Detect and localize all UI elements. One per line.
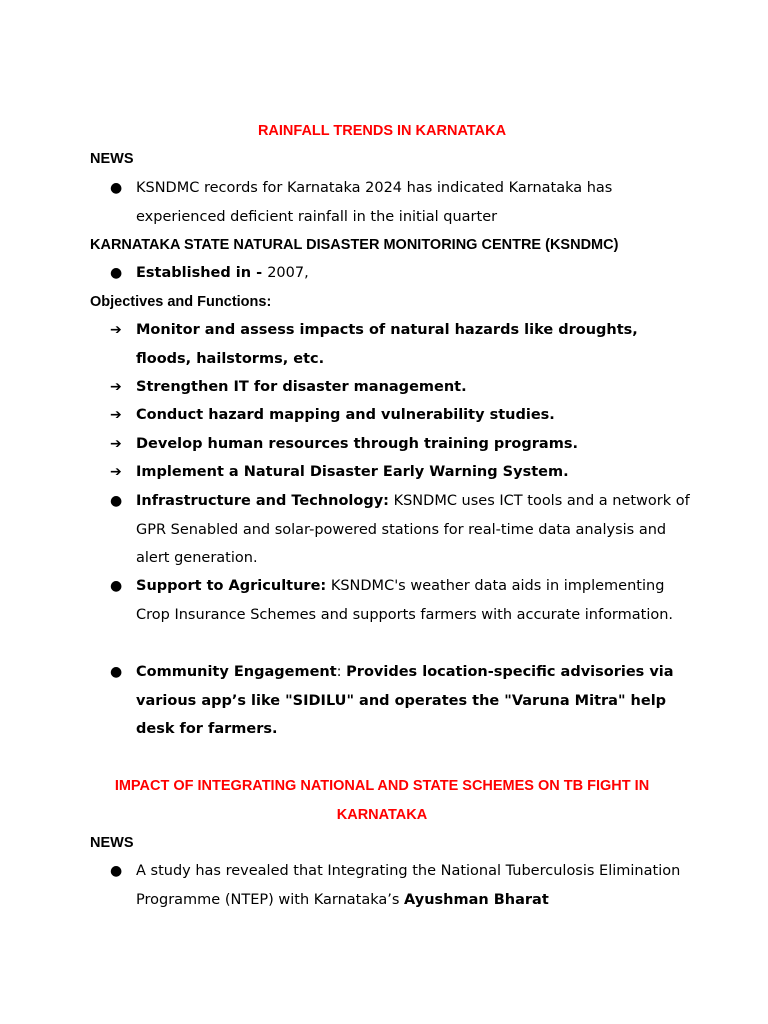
- list-item-text: KSNDMC records for Karnataka 2024 has indicated Karnataka has experienced deficient rainfall in the initial quarter: [136, 180, 613, 225]
- objective-item: [110, 316, 690, 373]
- news-heading: NEWS: [90, 835, 134, 851]
- arrow-right-icon: ➔: [110, 436, 122, 452]
- list-item: [110, 572, 690, 629]
- org-heading: KARNATAKA STATE NATURAL DISASTER MONITORING CENTRE (KSNDMC): [90, 237, 619, 253]
- arrow-right-icon: ➔: [110, 379, 122, 395]
- bullet-icon: ●: [110, 863, 123, 879]
- objectives-heading: Objectives and Functions:: [90, 294, 272, 310]
- section-title-rainfall: RAINFALL TRENDS IN KARNATAKA: [257, 123, 507, 139]
- objective-item: [110, 458, 690, 487]
- tb-news-bold: Ayushman Bharat: [404, 891, 549, 908]
- community-text: Provides location-specific advisories via various app’s like "SIDILU" and operates the "Varuna Mitra" help desk for farmers.: [136, 664, 674, 737]
- arrow-right-icon: ➔: [110, 464, 122, 480]
- objective-text: Conduct hazard mapping and vulnerability studies.: [136, 407, 555, 423]
- infra-text: KSNDMC uses ICT tools and a network of GPR Senabled and solar-powered stations for real-time data analysis and alert generation.: [136, 493, 690, 566]
- arrow-right-icon: ➔: [110, 407, 122, 423]
- objective-text: Monitor and assess impacts of natural hazards like droughts, floods, hailstorms, etc.: [136, 322, 638, 367]
- list-item: [110, 487, 690, 573]
- objective-text: Develop human resources through training programs.: [136, 436, 578, 452]
- bullet-icon: ●: [110, 664, 123, 680]
- bullet-icon: ●: [110, 265, 123, 281]
- list-item: [110, 857, 690, 914]
- bullet-icon: ●: [110, 578, 123, 594]
- agri-label: Support to Agriculture:: [136, 578, 327, 594]
- arrow-right-icon: ➔: [110, 322, 122, 338]
- objective-item: [110, 430, 690, 459]
- established-label: Established in -: [136, 265, 268, 281]
- infra-label: Infrastructure and Technology:: [136, 493, 389, 509]
- tb-news-text: A study has revealed that Integrating the National Tuberculosis Elimination Programme (NTEP) with Karnataka’s: [136, 863, 681, 908]
- list-item-text: [136, 259, 690, 288]
- list-item-text: [136, 857, 690, 914]
- objective-text: Implement a Natural Disaster Early Warning System.: [136, 464, 569, 480]
- objective-text: Strengthen IT for disaster management.: [136, 379, 467, 395]
- section-title-tb: IMPACT OF INTEGRATING NATIONAL AND STATE SCHEMES ON TB FIGHT IN KARNATAKA: [114, 778, 650, 823]
- community-label: Community Engagement: [136, 664, 337, 680]
- objective-item: [110, 401, 690, 430]
- agri-text: KSNDMC's weather data aids in implementing Crop Insurance Schemes and supports farmers with accurate information.: [136, 578, 674, 623]
- list-item-text: [136, 572, 690, 629]
- list-item: [110, 658, 690, 744]
- news-heading: NEWS: [90, 151, 134, 167]
- list-item: [110, 174, 690, 231]
- list-item-text: [136, 487, 690, 573]
- community-colon: :: [336, 664, 347, 680]
- list-item: [110, 259, 690, 288]
- objective-item: [110, 373, 690, 402]
- bullet-icon: ●: [110, 180, 123, 196]
- bullet-icon: ●: [110, 493, 123, 509]
- list-item-text: [136, 658, 690, 744]
- established-value: 2007,: [267, 265, 309, 281]
